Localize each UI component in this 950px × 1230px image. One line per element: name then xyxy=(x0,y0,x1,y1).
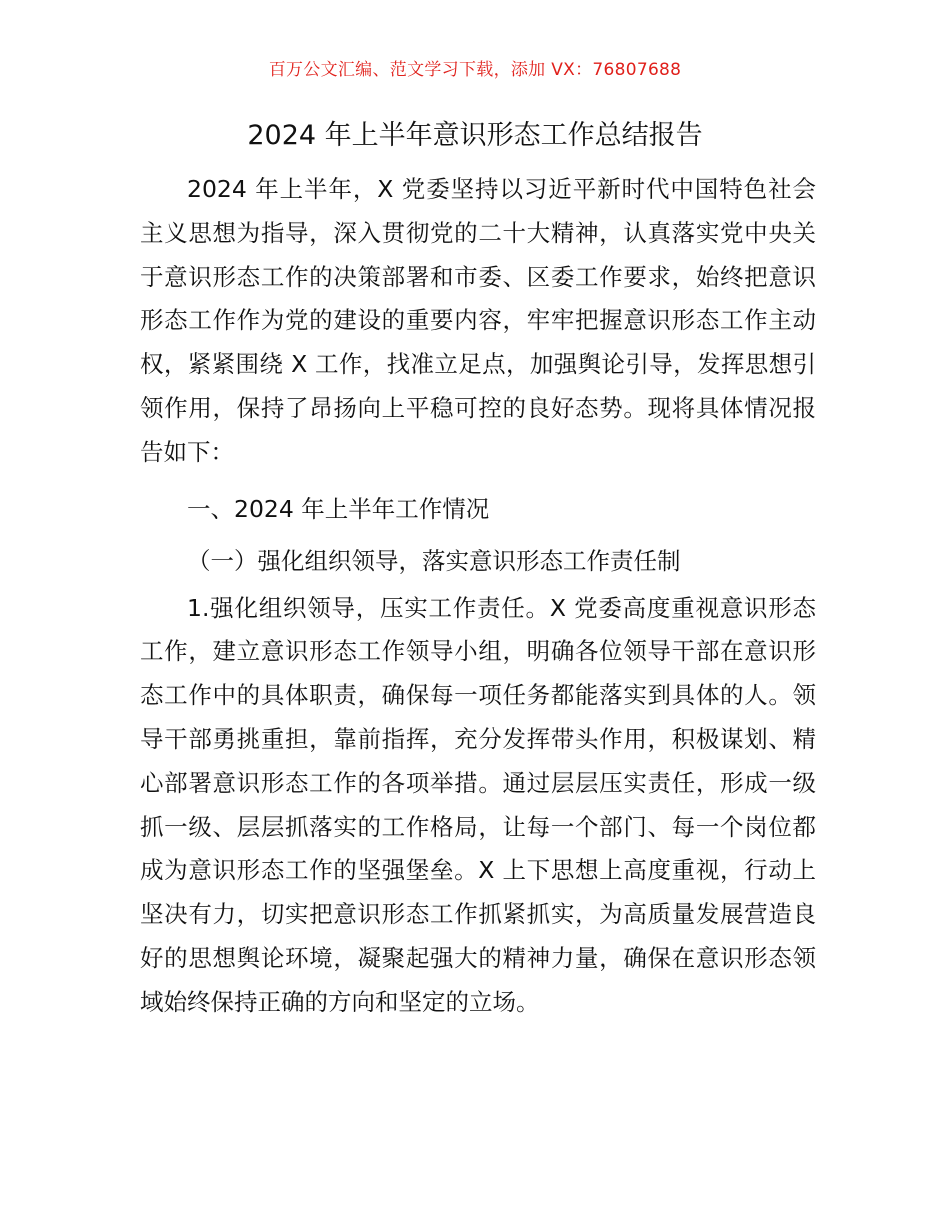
document-title: 2024 年上半年意识形态工作总结报告 xyxy=(247,120,703,151)
section-heading: 一、2024 年上半年工作情况 xyxy=(187,494,490,523)
document-body xyxy=(140,168,816,1025)
intro-paragraph: 2024 年上半年，X 党委坚持以习近平新时代中国特色社会主义思想为指导，深入贯彻党的二十大精神，认真落实党中央关于意识形态工作的决策部署和市委、区委工作要求，始终把意识形态工作作为党的建设的重要内容，牢牢把握意识形态工作主动权，紧紧围绕 X 工作，找准立足点，加强舆论引导，发挥思想引领作用，保持了昂扬向上平稳可控的良好态势。现将具体情况报告如下： xyxy=(140,175,816,466)
item-paragraph: 1.强化组织领导，压实工作责任。X 党委高度重视意识形态工作，建立意识形态工作领导小组，明确各位领导干部在意识形态工作中的具体职责，确保每一项任务都能落实到具体的人。领导干部勇挑重担，靠前指挥，充分发挥带头作用，积极谋划、精心部署意识形态工作的各项举措。通过层层压实责任，形成一级抓一级、层层抓落实的工作格局，让每一个部门、每一个岗位都成为意识形态工作的坚强堡垒。X 上下思想上高度重视，行动上坚决有力，切实把意识形态工作抓紧抓实，为高质量发展营造良好的思想舆论环境，凝聚起强大的精神力量，确保在意识形态领域始终保持正确的方向和坚定的立场。 xyxy=(140,593,816,1016)
subsection-heading: （一）强化组织领导，落实意识形态工作责任制 xyxy=(187,546,681,575)
promo-banner: 百万公文汇编、范文学习下载，添加 VX：76807688 xyxy=(268,60,682,80)
